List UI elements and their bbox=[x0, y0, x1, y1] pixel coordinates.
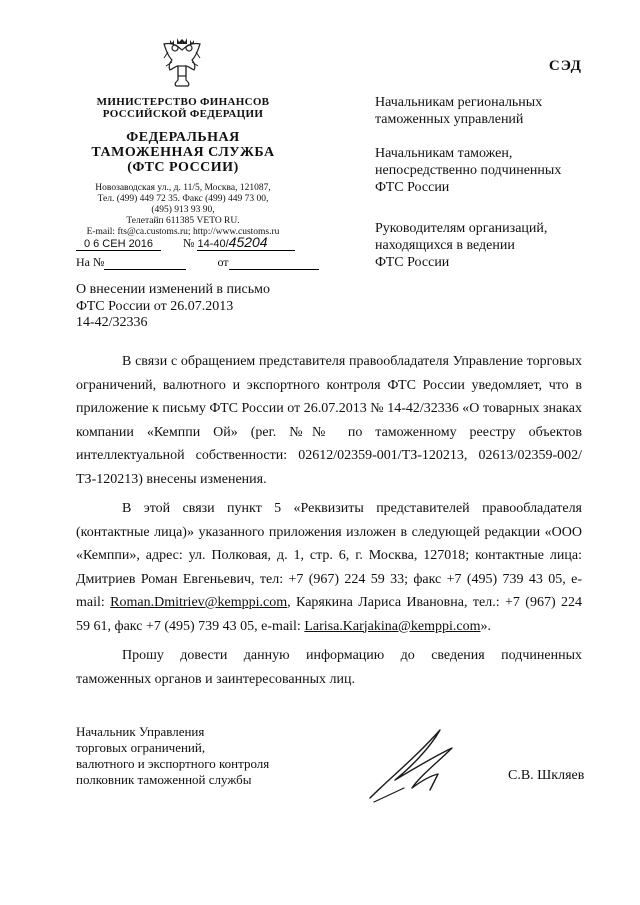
body-text: ». bbox=[480, 618, 491, 634]
addressee-customs bbox=[375, 145, 595, 196]
addressee-regional bbox=[375, 94, 595, 128]
body-paragraph bbox=[76, 497, 582, 638]
address-line: Новозаводская ул., д. 11/5, Москва, 121087, bbox=[95, 183, 271, 193]
ref-date-blank bbox=[229, 257, 319, 270]
addressee-line: Начальникам таможен, bbox=[375, 146, 513, 161]
body-text: В этой связи пункт 5 «Реквизиты представителей правообладателя (контактные лица)» указанного приложения изложен в следующей редакции «ООО «Кемппи», адрес: ул. Полковая, д. 1, стр. 6, г. Москва, 127018; контактные лица: Дмитриев Роман Евгеньевич, тел: +7 (967) 224 59 33; факс +7 (495) 739 43 05, e-mail: bbox=[76, 501, 582, 610]
letter-subject bbox=[76, 282, 306, 332]
email-link[interactable]: Larisa.Karjakina@kemppi.com bbox=[304, 618, 481, 634]
ref-label: На № bbox=[76, 255, 105, 269]
subject-line: О внесении изменений в письмо bbox=[76, 282, 270, 297]
addressee-line: таможенных управлений bbox=[375, 112, 524, 127]
signer-name: С.В. Шкляев bbox=[508, 768, 585, 783]
addressee-line: непосредственно подчиненных bbox=[375, 163, 562, 178]
ref-from-label: от bbox=[217, 255, 229, 269]
service-line: ФЕДЕРАЛЬНАЯ bbox=[126, 130, 240, 145]
teletype-line: Телетайп 611385 VETO RU. bbox=[126, 216, 240, 226]
ministry-name bbox=[70, 96, 296, 120]
email-link[interactable]: Roman.Dmitriev@kemppi.com bbox=[110, 595, 288, 610]
position-line: торговых ограничений, bbox=[76, 740, 206, 755]
addressee-line: ФТС России bbox=[375, 255, 450, 270]
position-line: Начальник Управления bbox=[76, 724, 205, 739]
sed-mark: СЭД bbox=[548, 58, 582, 74]
addressee-line: Начальникам региональных bbox=[375, 95, 543, 110]
email-line: E-mail: fts@ca.customs.ru; http://www.customs.ru bbox=[86, 227, 280, 237]
position-line: валютного и экспортного контроля bbox=[76, 756, 270, 771]
number-label: № bbox=[183, 236, 195, 250]
phone-line: Тел. (499) 449 72 35. Факс (499) 449 73 00, bbox=[97, 194, 269, 204]
body-text: , Карякина Лариса Ивановна, тел.: +7 (967) 224 59 61, факс +7 (495) 739 43 05, e-mail: bbox=[76, 595, 582, 634]
service-line: (ФТС РОССИИ) bbox=[127, 160, 239, 175]
ministry-line: РОССИЙСКОЙ ФЕДЕРАЦИИ bbox=[102, 108, 264, 120]
double-headed-eagle-icon bbox=[158, 36, 206, 92]
addressee-line: Руководителям организаций, bbox=[375, 221, 548, 236]
phone-line: (495) 913 93 90, bbox=[151, 205, 215, 215]
reference-line bbox=[76, 255, 319, 270]
registration-line bbox=[76, 234, 295, 251]
subject-line: ФТС России от 26.07.2013 bbox=[76, 298, 234, 314]
organization-header bbox=[70, 96, 296, 238]
contact-details bbox=[70, 183, 296, 238]
service-line: ТАМОЖЕННАЯ СЛУЖБА bbox=[91, 145, 275, 160]
handwritten-number: 45204 bbox=[228, 234, 268, 250]
registration-date: 0 6 СЕН 2016 bbox=[76, 238, 161, 251]
printed-number: 14-40/ bbox=[197, 238, 229, 250]
addressee-organizations bbox=[375, 220, 595, 271]
service-name bbox=[70, 130, 296, 175]
ref-number-blank bbox=[104, 257, 186, 270]
letter-body bbox=[76, 350, 582, 691]
addressee-line: ФТС России bbox=[375, 180, 450, 195]
signatory-position bbox=[76, 724, 316, 788]
handwritten-signature-icon bbox=[360, 718, 480, 808]
ministry-line: МИНИСТЕРСТВО ФИНАНСОВ bbox=[96, 96, 270, 108]
body-paragraph: В связи с обращением представителя правообладателя Управление торговых ограничений, валютного и экспортного контроля ФТС России уведомляет, что в приложение к письму ФТС России от 26.07.2013 № 14-42/32336 «О товарных знаках компании «Кемппи Ой» (рег. №№ по таможенному реестру объектов интеллектуальной собственности: 02612/02359-001/ТЗ-120213, 02613/02359-002/ТЗ-120213) внесены изменения. bbox=[76, 354, 582, 487]
registration-number bbox=[197, 234, 295, 251]
position-line: полковник таможенной службы bbox=[76, 772, 252, 787]
body-paragraph: Прошу довести данную информацию до сведения подчиненных таможенных органов и заинтересованных лиц. bbox=[76, 648, 582, 687]
subject-line: 14-42/32336 bbox=[76, 315, 148, 330]
addressee-line: находящихся в ведении bbox=[375, 238, 515, 253]
